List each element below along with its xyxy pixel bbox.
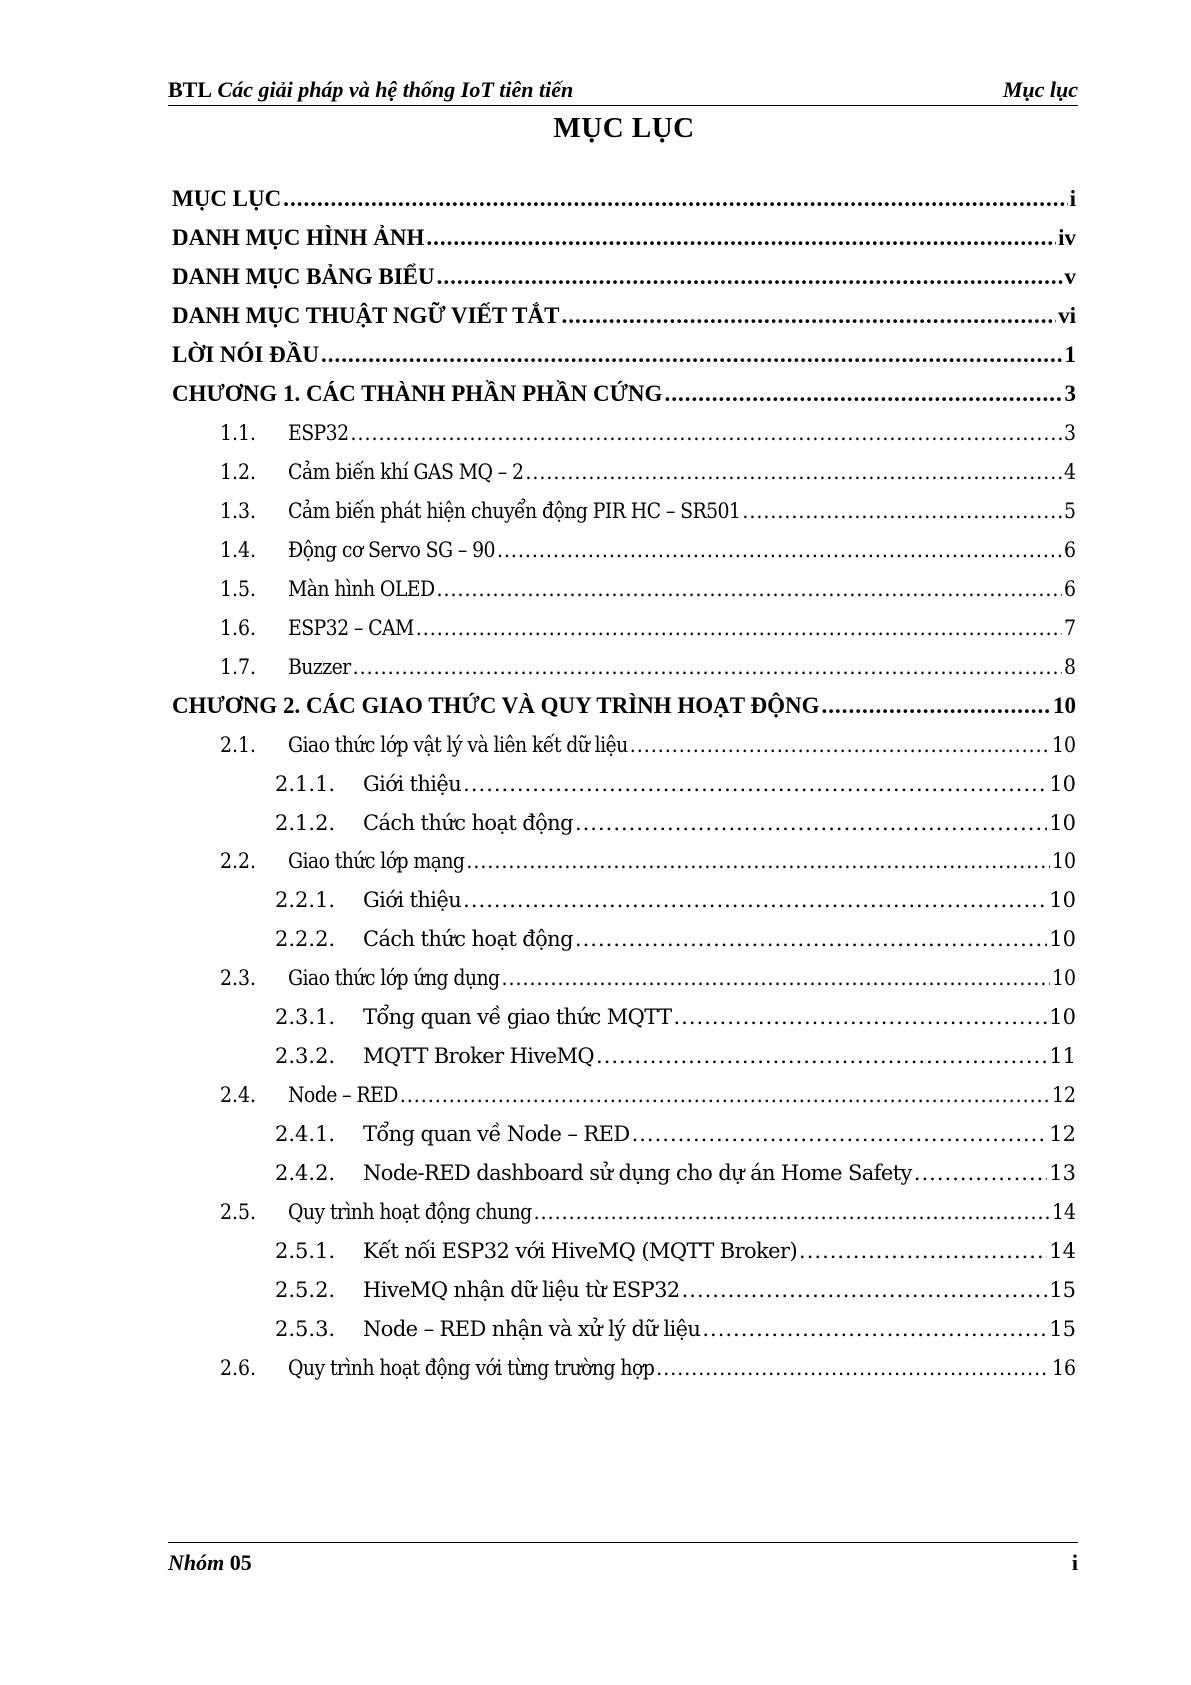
toc-entry[interactable] [220, 651, 1076, 683]
toc-entry[interactable] [172, 339, 1076, 371]
toc-leader-dots [799, 1235, 1047, 1267]
toc-leader-dots [630, 729, 1050, 761]
toc-entry-number: 1.1. [220, 421, 257, 445]
toc-entry[interactable] [220, 962, 1076, 994]
toc-entry[interactable] [220, 417, 1076, 449]
toc-leader-dots [497, 534, 1062, 566]
toc-entry-page: 10 [1051, 733, 1076, 757]
toc-entry-number: 1.3. [220, 499, 257, 523]
toc-entry-title: Giao thức lớp vật lý và liên kết dữ liệu [288, 733, 628, 757]
toc-entry[interactable] [220, 612, 1076, 644]
toc-entry-page: 3 [1064, 381, 1076, 406]
toc-entry-title: Cảm biến khí GAS MQ – 2 [288, 460, 524, 484]
toc-entry-title: MỤC LỤC [172, 186, 282, 211]
toc-leader-dots [426, 222, 1056, 254]
toc-entry-title: ESP32 – CAM [288, 616, 414, 640]
toc-entry[interactable] [275, 1157, 1076, 1189]
toc-entry[interactable] [275, 1313, 1076, 1345]
toc-leader-dots [656, 1352, 1050, 1384]
toc-entry-title: Cách thức hoạt động [363, 927, 573, 951]
toc-leader-dots [283, 183, 1067, 215]
toc-entry-title: ESP32 [288, 421, 349, 445]
toc-leader-dots [632, 1118, 1048, 1150]
toc-entry-title: Động cơ Servo SG – 90 [288, 538, 495, 562]
toc-entry-page: 10 [1049, 927, 1076, 951]
toc-entry-page: 7 [1063, 616, 1076, 640]
toc-entry-page: 10 [1049, 811, 1076, 835]
toc-entry-title: Giới thiệu [363, 772, 462, 796]
toc-entry[interactable] [275, 923, 1076, 955]
toc-leader-dots [534, 1196, 1050, 1228]
toc-entry[interactable] [172, 261, 1076, 293]
toc-entry-page: 6 [1063, 577, 1076, 601]
toc-entry-title: Giao thức lớp mạng [288, 849, 465, 873]
toc-entry-title: Node-RED dashboard sử dụng cho dự án Home Safety [363, 1161, 912, 1185]
toc-entry-title: Giới thiệu [363, 888, 462, 912]
toc-leader-dots [466, 845, 1050, 877]
toc-leader-dots [575, 807, 1047, 839]
toc-entry-page: 15 [1049, 1278, 1076, 1302]
toc-entry-title: Node – RED [288, 1083, 398, 1107]
toc-leader-dots [674, 1001, 1048, 1033]
toc-entry-title: DANH MỤC THUẬT NGỮ VIẾT TẮT [172, 303, 560, 328]
toc-entry-title: Node – RED nhận và xử lý dữ liệu [363, 1317, 701, 1341]
toc-entry-number: 1.4. [220, 538, 257, 562]
header-course-title [168, 77, 573, 103]
toc-entry[interactable] [220, 534, 1076, 566]
toc-entry-title: Giao thức lớp ứng dụng [288, 966, 500, 990]
toc-leader-dots [682, 1274, 1048, 1306]
toc-entry-title: Buzzer [288, 655, 351, 679]
toc-entry-page: 8 [1063, 655, 1076, 679]
toc-leader-dots [437, 261, 1063, 293]
toc-leader-dots [821, 690, 1051, 722]
toc-entry-page: vi [1058, 303, 1076, 328]
toc-entry-number: 2.5. [220, 1200, 257, 1224]
toc-entry[interactable] [220, 1352, 1076, 1384]
toc-entry-page: i [1069, 186, 1076, 211]
toc-entry-title: Tổng quan về Node – RED [363, 1122, 630, 1146]
toc-entry-number: 1.5. [220, 577, 257, 601]
toc-leader-dots [702, 1313, 1047, 1345]
toc-entry[interactable] [172, 222, 1076, 254]
toc-leader-dots [575, 923, 1047, 955]
toc-entry-number: 2.3.1. [275, 1005, 336, 1029]
footer-page-number: i [1071, 1550, 1078, 1575]
toc-entry-page: 10 [1049, 1005, 1076, 1029]
toc-entry-title: Quy trình hoạt động với từng trường hợp [288, 1356, 655, 1380]
toc-leader-dots [596, 1040, 1047, 1072]
toc-entry-number: 2.6. [220, 1356, 257, 1380]
toc-leader-dots [525, 456, 1062, 488]
toc-entry-title: HiveMQ nhận dữ liệu từ ESP32 [363, 1278, 680, 1302]
toc-entry[interactable] [220, 456, 1076, 488]
toc-entry[interactable] [275, 1040, 1076, 1072]
toc-entry-page: 11 [1049, 1044, 1076, 1068]
toc-entry-title: Tổng quan về giao thức MQTT [363, 1005, 672, 1029]
page-header [168, 76, 1078, 106]
toc-entry-page: 10 [1049, 772, 1076, 796]
toc-entry[interactable] [275, 807, 1076, 839]
toc-entry-title: LỜI NÓI ĐẦU [172, 342, 319, 367]
toc-leader-dots [463, 884, 1047, 916]
toc-leader-dots [416, 612, 1062, 644]
toc-entry-title: Màn hình OLED [288, 577, 435, 601]
toc-entry-number: 2.3. [220, 966, 257, 990]
toc-leader-dots [561, 300, 1056, 332]
toc-entry[interactable] [275, 1235, 1076, 1267]
toc-entry-number: 2.2.2. [275, 927, 336, 951]
toc-entry[interactable] [172, 300, 1076, 332]
toc-leader-dots [742, 495, 1062, 527]
toc-entry-number: 1.2. [220, 460, 257, 484]
header-subject: Các giải pháp và hệ thống IoT tiên tiến [217, 77, 574, 102]
toc-entry-title: Kết nối ESP32 với HiveMQ (MQTT Broker) [363, 1239, 798, 1263]
toc-entry-number: 2.1.1. [275, 772, 336, 796]
toc-entry[interactable] [172, 690, 1076, 722]
toc-entry-number: 2.3.2. [275, 1044, 336, 1068]
toc-leader-dots [664, 378, 1062, 410]
toc-entry[interactable] [220, 845, 1076, 877]
toc-entry-number: 2.5.2. [275, 1278, 336, 1302]
toc-entry-page: 10 [1051, 966, 1076, 990]
footer-group [168, 1550, 252, 1576]
toc-entry-number: 2.2. [220, 849, 257, 873]
toc-leader-dots [463, 768, 1047, 800]
toc-entry-number: 2.5.1. [275, 1239, 336, 1263]
toc-entry-number: 2.4.1. [275, 1122, 336, 1146]
toc-entry[interactable] [220, 1079, 1076, 1111]
toc-entry[interactable] [172, 183, 1076, 215]
toc-entry-page: 5 [1063, 499, 1076, 523]
toc-entry[interactable] [172, 378, 1076, 410]
page-title: MỤC LỤC [553, 112, 695, 144]
toc-entry-page: v [1064, 264, 1076, 289]
toc-entry-page: iv [1058, 225, 1076, 250]
toc-entry-number: 2.4. [220, 1083, 257, 1107]
toc-entry[interactable] [275, 1274, 1076, 1306]
toc-entry-title: Quy trình hoạt động chung [288, 1200, 532, 1224]
toc-entry-page: 10 [1053, 693, 1076, 718]
toc-entry[interactable] [275, 768, 1076, 800]
header-btl: BTL [168, 77, 213, 102]
toc-entry-page: 15 [1049, 1317, 1076, 1341]
toc-entry-page: 14 [1049, 1239, 1076, 1263]
toc-leader-dots [353, 651, 1062, 683]
toc-entry-number: 1.6. [220, 616, 257, 640]
toc-entry-page: 3 [1063, 421, 1076, 445]
footer-group-number: 05 [229, 1550, 252, 1575]
toc-entry-number: 2.1. [220, 733, 257, 757]
toc-entry-number: 2.2.1. [275, 888, 336, 912]
toc-entry-page: 14 [1051, 1200, 1076, 1224]
toc-entry-page: 4 [1063, 460, 1076, 484]
toc-entry-page: 6 [1063, 538, 1076, 562]
toc-entry[interactable] [275, 1001, 1076, 1033]
toc-leader-dots [400, 1079, 1050, 1111]
toc-entry-title: DANH MỤC BẢNG BIỂU [172, 264, 435, 289]
toc-entry-number: 2.4.2. [275, 1161, 336, 1185]
toc-leader-dots [321, 339, 1063, 371]
toc-entry-page: 12 [1049, 1122, 1076, 1146]
toc-leader-dots [350, 417, 1061, 449]
toc-entry-title: CHƯƠNG 2. CÁC GIAO THỨC VÀ QUY TRÌNH HOẠT ĐỘNG [172, 693, 820, 718]
toc-entry[interactable] [220, 573, 1076, 605]
toc-entry-page: 10 [1051, 849, 1076, 873]
toc-entry-number: 2.1.2. [275, 811, 336, 835]
header-section: Mục lục [1002, 77, 1078, 102]
toc-entry-title: Cách thức hoạt động [363, 811, 573, 835]
toc-entry-title: CHƯƠNG 1. CÁC THÀNH PHẦN PHẦN CỨNG [172, 381, 663, 406]
toc-entry[interactable] [220, 1196, 1076, 1228]
footer-group-label: Nhóm [168, 1550, 225, 1575]
toc-entry-page: 16 [1051, 1356, 1076, 1380]
toc-entry[interactable] [275, 1118, 1076, 1150]
toc-leader-dots [502, 962, 1050, 994]
toc-entry[interactable] [220, 495, 1076, 527]
page-footer [168, 1542, 1078, 1578]
toc-entry-page: 1 [1064, 342, 1076, 367]
toc-entry-page: 12 [1051, 1083, 1076, 1107]
toc-entry-title: MQTT Broker HiveMQ [363, 1044, 595, 1068]
toc-entry-number: 1.7. [220, 655, 257, 679]
toc-entry-page: 13 [1049, 1161, 1076, 1185]
toc-entry-title: Cảm biến phát hiện chuyển động PIR HC – SR501 [288, 499, 741, 523]
toc-entry[interactable] [220, 729, 1076, 761]
toc-entry-page: 10 [1049, 888, 1076, 912]
toc-entry[interactable] [275, 884, 1076, 916]
toc-entry-title: DANH MỤC HÌNH ẢNH [172, 225, 425, 250]
toc-leader-dots [437, 573, 1062, 605]
toc-leader-dots [914, 1157, 1047, 1189]
toc-entry-number: 2.5.3. [275, 1317, 336, 1341]
